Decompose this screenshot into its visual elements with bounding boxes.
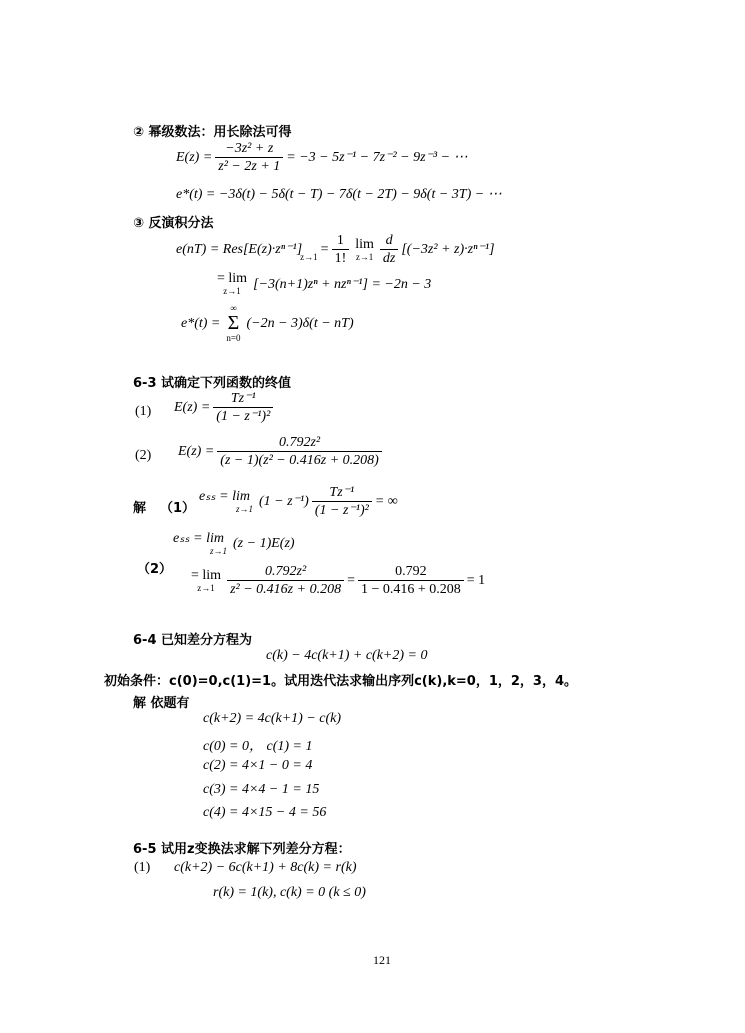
page-number: 121 [373,953,391,967]
equation-lhs: e*(t) = [181,315,221,331]
limit-label: eₛₛ = lim [199,489,250,504]
fraction-numerator: 0.792z² [227,563,344,581]
equation-final-value-2-setup [170,531,298,556]
summation-upper: ∞ [230,303,237,313]
limit-subscript: z→1 [355,251,374,262]
solution-label: 解 [133,501,147,516]
fraction [217,434,382,469]
fraction-numerator: 0.792z² [217,434,382,452]
fraction-one-over-factorial [332,232,350,267]
equation-estar-sum [181,304,357,343]
summation-sign: Σ [227,312,240,334]
limit-operator [196,489,256,514]
item-number: (1) [134,860,151,875]
difference-equation: c(k+2) − 6c(k+1) + 8c(k) = r(k) [174,860,357,875]
fraction-numerator: d [380,232,398,250]
result-value: = 1 [466,572,486,588]
equals-sign: = [347,572,355,588]
problem-heading-6-5: 6-5 试用z变换法求解下列差分方程： [133,842,351,857]
iteration-initial: c(0) = 0， c(1) = 1 [203,739,313,754]
item-number: (1) [135,404,152,419]
limit-argument: (z − 1)E(z) [233,535,295,551]
limit-operator [188,569,224,593]
equation-estar-series: e*(t) = −3δ(t) − 5δ(t − T) − 7δ(t − 2T) − 9δ(t − 3T) − ⋯ [176,187,502,202]
section-heading-inverse-integral: ③ 反演积分法 [133,216,214,231]
limit-operator [352,238,377,262]
limit-subscript: z→1 [223,286,241,296]
residue-expression: e(nT) = Res[E(z)·zⁿ⁻¹] [176,242,303,257]
fraction-denominator: (1 − z⁻¹)² [314,503,369,518]
solution-label: 解 依题有 [133,696,190,711]
problem-heading-6-4: 6-4 已知差分方程为 [133,633,253,648]
fraction-numerator: 1 [332,232,350,250]
fraction-denominator: z² − 2z + 1 [218,159,281,174]
equation-limit-result [214,272,434,296]
difference-equation: c(k) − 4c(k+1) + c(k+2) = 0 [266,648,428,663]
fraction [215,140,283,175]
initial-conditions: r(k) = 1(k), c(k) = 0 (k ≤ 0) [213,885,366,900]
equation-lhs: E(z) = [178,443,215,459]
equation-rhs: = −3 − 5z⁻¹ − 7z⁻² − 9z⁻³ − ⋯ [286,150,468,165]
limit-subscript: z→1 [210,546,228,556]
equation-lhs: E(z) = [174,399,211,415]
fraction [213,390,273,425]
fraction-denominator: dz [382,251,396,266]
summation-term: (−2n − 3)δ(t − nT) [246,315,354,331]
limit-label: eₛₛ = lim [173,531,224,546]
solution-part-label: （2） [137,562,173,577]
iteration-c3: c(3) = 4×4 − 1 = 15 [203,782,320,797]
fraction [227,563,344,598]
summation-lower: n=0 [226,333,241,343]
section-heading-power-series: ② 幂级数法：用长除法可得 [133,125,292,140]
summation-operator [223,304,243,343]
fraction [358,563,464,598]
derivative-operator [380,232,398,267]
item-number: (2) [135,448,152,463]
equation-6-3-2 [178,434,385,469]
limit-factor: (1 − z⁻¹) [259,494,309,509]
result-infinity: = ∞ [374,493,398,509]
limit-subscript: z→1 [236,504,254,514]
fraction-numerator: −3z² + z [215,140,283,158]
limit-argument: [−3(n+1)zⁿ + nzⁿ⁻¹] = −2n − 3 [253,276,432,292]
limit-label: lim [355,236,374,252]
limit-label: = lim [191,567,222,583]
equation-E-long-division [176,140,471,175]
fraction [312,484,372,519]
equation-residue [176,232,498,267]
fraction-denominator: z² − 0.416z + 0.208 [230,582,342,597]
fraction-denominator: 1! [334,251,347,266]
limit-operator [170,531,230,556]
iteration-c2: c(2) = 4×1 − 0 = 4 [203,758,313,773]
iteration-recurrence: c(k+2) = 4c(k+1) − c(k) [203,711,342,726]
problem-heading-6-3: 6-3 试确定下列函数的终值 [133,376,292,391]
equals-sign: = [320,241,329,257]
residue-subscript: z→1 [300,251,318,262]
fraction-numerator: Tz⁻¹ [312,484,372,502]
equation-lhs: E(z) = [176,149,213,165]
limit-operator [214,272,250,296]
solution-part-label: （1） [160,501,196,516]
fraction-denominator: (z − 1)(z² − 0.416z + 0.208) [220,453,379,468]
limit-subscript: z→1 [197,582,215,593]
limit-label: = lim [217,271,248,286]
fraction-numerator: 0.792 [358,563,464,581]
initial-conditions: 初始条件：c(0)=0,c(1)=1。试用迭代法求输出序列c(k),k=0，1，2，3，4。 [104,674,578,689]
fraction-numerator: Tz⁻¹ [213,390,273,408]
equation-final-value-2-result [188,563,488,598]
equation-final-value-1 [196,484,401,519]
derivative-argument: [(−3z² + z)·zⁿ⁻¹] [401,242,495,257]
iteration-c4: c(4) = 4×15 − 4 = 56 [203,805,327,820]
fraction-denominator: (1 − z⁻¹)² [216,409,271,424]
equation-6-3-1 [174,390,276,425]
fraction-denominator: 1 − 0.416 + 0.208 [360,582,461,597]
